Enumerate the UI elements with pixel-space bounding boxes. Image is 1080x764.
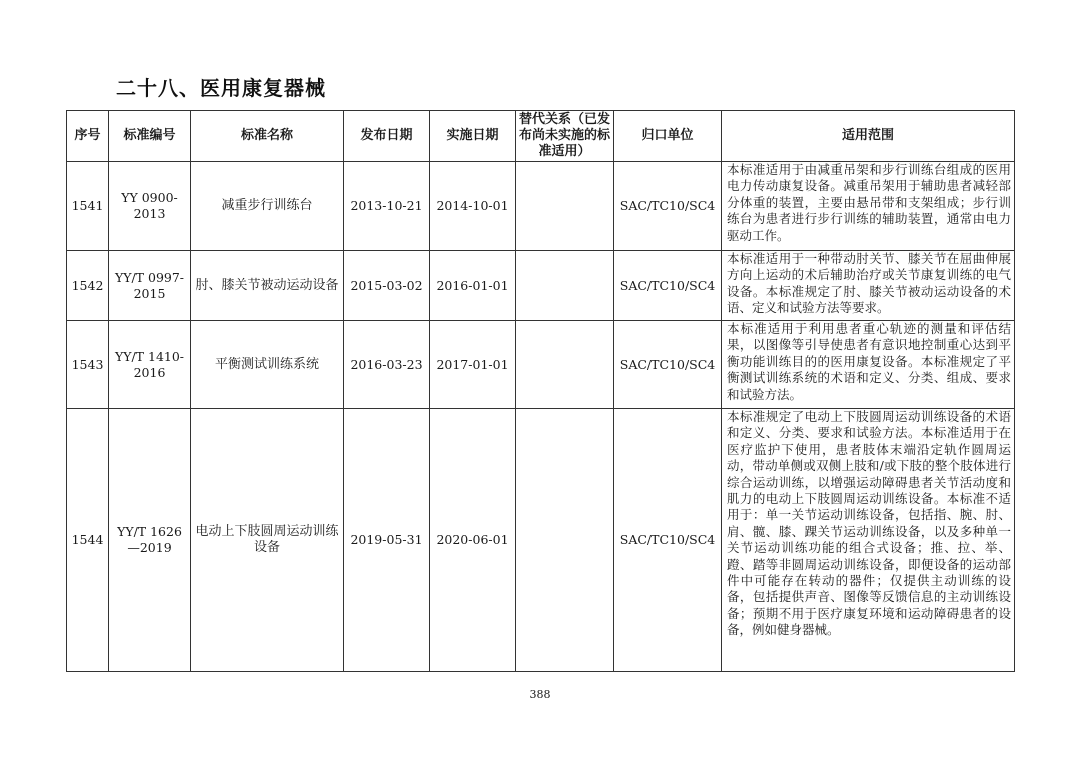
row-name: 电动上下肢圆周运动训练设备 — [191, 409, 344, 672]
row-code: YY/T 1626—2019 — [109, 409, 191, 672]
row-name: 平衡测试训练系统 — [191, 321, 344, 409]
row-effective-date: 2017-01-01 — [430, 321, 516, 409]
row-replacement — [516, 409, 614, 672]
standards-table — [66, 110, 1015, 672]
page-number: 388 — [529, 688, 551, 701]
section-title: 二十八、医用康复器械 — [116, 76, 326, 100]
header-seq: 序号 — [67, 111, 109, 162]
row-code: YY/T 1410-2016 — [109, 321, 191, 409]
row-replacement — [516, 162, 614, 251]
row-name: 减重步行训练台 — [191, 162, 344, 251]
row-seq: 1543 — [67, 321, 109, 409]
header-code: 标准编号 — [109, 111, 191, 162]
row-publish-date: 2013-10-21 — [344, 162, 430, 251]
row-scope: 本标准适用于利用患者重心轨迹的测量和评估结果，以图像等引导使患者有意识地控制重心达到平衡功能训练目的的医用康复设备。本标准规定了平衡测试训练系统的术语和定义、分类、组成、要求和试验方法。 — [722, 321, 1015, 409]
header-name: 标准名称 — [191, 111, 344, 162]
header-publish-date: 发布日期 — [344, 111, 430, 162]
table-header-row — [67, 111, 1015, 162]
row-effective-date: 2016-01-01 — [430, 251, 516, 321]
header-scope: 适用范围 — [722, 111, 1015, 162]
row-authority: SAC/TC10/SC4 — [614, 162, 722, 251]
table-row — [67, 409, 1015, 672]
row-name: 肘、膝关节被动运动设备 — [191, 251, 344, 321]
row-authority: SAC/TC10/SC4 — [614, 321, 722, 409]
table-row — [67, 162, 1015, 251]
row-publish-date: 2016-03-23 — [344, 321, 430, 409]
row-seq: 1541 — [67, 162, 109, 251]
row-replacement — [516, 251, 614, 321]
row-effective-date: 2020-06-01 — [430, 409, 516, 672]
header-authority: 归口单位 — [614, 111, 722, 162]
row-code: YY/T 0997-2015 — [109, 251, 191, 321]
row-publish-date: 2019-05-31 — [344, 409, 430, 672]
header-replacement: 替代关系（已发布尚未实施的标准适用） — [516, 111, 614, 162]
row-effective-date: 2014-10-01 — [430, 162, 516, 251]
row-authority: SAC/TC10/SC4 — [614, 251, 722, 321]
header-effective-date: 实施日期 — [430, 111, 516, 162]
row-seq: 1544 — [67, 409, 109, 672]
row-scope: 本标准规定了电动上下肢圆周运动训练设备的术语和定义、分类、要求和试验方法。本标准适用于在医疗监护下使用，患者肢体末端沿定轨作圆周运动，带动单侧或双侧上肢和/或下肢的整个肢体进行综合运动训练，以增强运动障碍患者关节活动度和肌力的电动上下肢圆周运动训练设备。本标准不适用于：单一关节运动训练设备，包括指、腕、肘、肩、髋、膝、踝关节运动训练设备，以及多种单一关节运动训练功能的组合式设备；推、拉、举、蹬、踏等非圆周运动训练设备，即便设备的运动部件中可能存在转动的器件；仅提供主动训练的设备，包括提供声音、图像等反馈信息的主动训练设备；预期不用于医疗康复环境和运动障碍患者的设备，例如健身器械。 — [722, 409, 1015, 672]
table-row — [67, 321, 1015, 409]
row-seq: 1542 — [67, 251, 109, 321]
row-scope: 本标准适用于一种带动肘关节、膝关节在屈曲伸展方向上运动的术后辅助治疗或关节康复训练的电气设备。本标准规定了肘、膝关节被动运动设备的术语、定义和试验方法等要求。 — [722, 251, 1015, 321]
row-publish-date: 2015-03-02 — [344, 251, 430, 321]
row-scope: 本标准适用于由减重吊架和步行训练台组成的医用电力传动康复设备。减重吊架用于辅助患者减轻部分体重的装置，主要由悬吊带和支架组成；步行训练台为患者进行步行训练的辅助装置，通常由电力驱动工作。 — [722, 162, 1015, 251]
table-row — [67, 251, 1015, 321]
row-replacement — [516, 321, 614, 409]
row-code: YY 0900-2013 — [109, 162, 191, 251]
row-authority: SAC/TC10/SC4 — [614, 409, 722, 672]
